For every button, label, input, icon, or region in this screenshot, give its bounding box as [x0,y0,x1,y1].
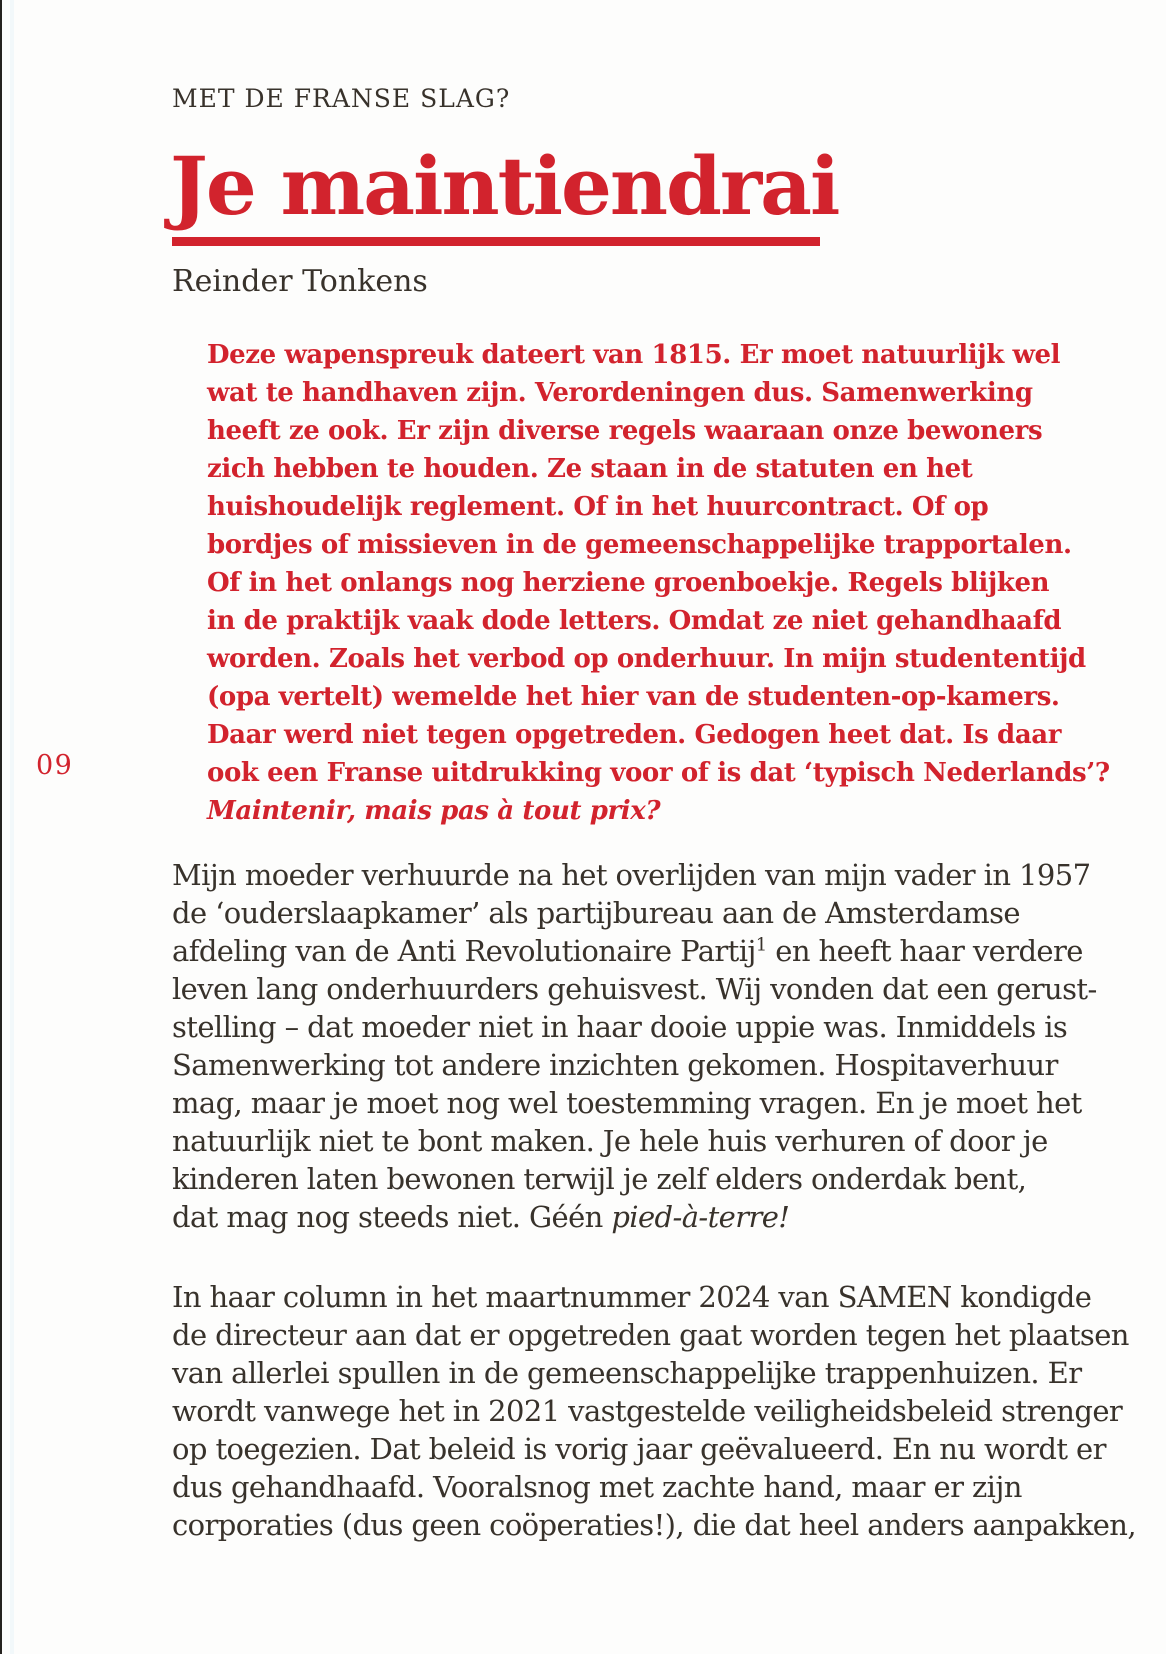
text-line: Maintenir, mais pas à tout prix? [207,796,661,826]
page-left-faint-line [10,0,14,1654]
text-line: Mijn moeder verhuurde na het overlijden van mijn vader in 1957 [172,858,1091,892]
page-number: 09 [36,750,74,781]
text-line: (opa vertelt) wemelde het hier van de studenten-op-kamers. [207,682,1060,712]
text-line: stelling – dat moeder niet in haar dooie uppie was. Inmiddels is [172,1010,1068,1044]
text-line: Deze wapenspreuk dateert van 1815. Er moet natuurlijk wel [207,340,1061,370]
text-line: Of in het onlangs nog herziene groenboekje. Regels blijken [207,568,1050,598]
text-line: op toegezien. Dat beleid is vorig jaar geëvalueerd. En nu wordt er [172,1432,1106,1466]
text-line: bordjes of missieven in de gemeenschappelijke trapportalen. [207,530,1072,560]
text-line: de ‘ouderslaapkamer’ als partijbureau aan de Amsterdamse [172,896,1020,930]
text-line: wat te handhaven zijn. Verordeningen dus. Samenwerking [207,378,1033,408]
text-line: Daar werd niet tegen opgetreden. Gedogen heet dat. Is daar [207,720,1062,750]
page-left-edge-line [0,0,2,1654]
text-line: afdeling van de Anti Revolutionaire Partij$^1$ en heeft haar verdere [172,934,1083,968]
text-line: mag, maar je moet nog wel toestemming vragen. En je moet het [172,1086,1082,1120]
text-line: In haar column in het maartnummer 2024 van SAMEN kondigde [172,1280,1092,1314]
text-line: natuurlijk niet te bont maken. Je hele huis verhuren of door je [172,1124,1048,1158]
text-line: leven lang onderhuurders gehuisvest. Wij vonden dat een gerust- [172,972,1097,1006]
text-line: Samenwerking tot andere inzichten gekomen. Hospitaverhuur [172,1048,1058,1082]
text-line: kinderen laten bewonen terwijl je zelf elders onderdak bent, [172,1162,1027,1196]
text-line: in de praktijk vaak dode letters. Omdat ze niet gehandhaafd [207,606,1062,636]
text-line: zich hebben te houden. Ze staan in de statuten en het [207,454,973,484]
text-line: van allerlei spullen in de gemeenschappelijke trappenhuizen. Er [172,1356,1082,1390]
body-paragraph-1 [172,856,1097,1236]
text-line: worden. Zoals het verbod op onderhuur. In mijn studententijd [207,644,1086,674]
text-line: de directeur aan dat er opgetreden gaat worden tegen het plaatsen [172,1318,1129,1352]
text-line: huishoudelijk reglement. Of in het huurcontract. Of op [207,492,989,522]
intro-paragraph [207,336,1110,830]
text-line: heeft ze ook. Er zijn diverse regels waaraan onze bewoners [207,416,1043,446]
page-title: Je maintiendrai [170,139,839,233]
author-byline: Reinder Tonkens [172,264,428,299]
text-line: ook een Franse uitdrukking voor of is dat ‘typisch Nederlands’? [207,758,1110,788]
text-line: dat mag nog steeds niet. Géén pied-à-terre! [172,1200,790,1234]
text-line: dus gehandhaafd. Vooralsnog met zachte hand, maar er zijn [172,1470,1022,1504]
kicker: MET DE FRANSE SLAG? [172,84,511,113]
body-paragraph-2 [172,1278,1136,1544]
text-line: corporaties (dus geen coöperaties!), die dat heel anders aanpakken, [172,1508,1136,1542]
title-underline [172,237,820,246]
text-line: wordt vanwege het in 2021 vastgestelde veiligheidsbeleid strenger [172,1394,1123,1428]
